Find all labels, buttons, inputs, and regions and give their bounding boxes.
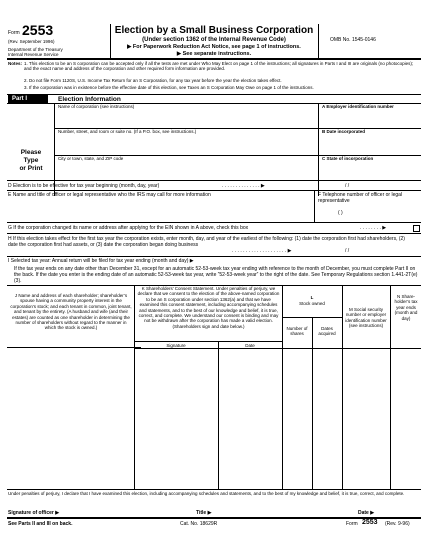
- shareholder-rows[interactable]: [8, 349, 420, 489]
- state-incorporation-label: C State of incorporation: [322, 156, 374, 161]
- column-n-header: N Share-holder’s tax year ends (month and day): [394, 294, 418, 321]
- officer-signature-field[interactable]: [72, 505, 192, 515]
- line-d-label: D Election is to be effective for tax year beginning (month, day, year): [8, 183, 160, 189]
- telephone-field[interactable]: ( ): [338, 210, 343, 216]
- date-incorporated-label: B Date incorporated: [322, 129, 366, 134]
- line-i-label: I Selected tax year: Annual return will be filed for tax year ending (month and day) ▶: [8, 258, 194, 264]
- officer-title-label: Title ▶: [196, 510, 212, 516]
- form-number: 2553: [22, 22, 54, 38]
- please-text: Please: [20, 149, 42, 156]
- column-k-header: K Shareholders’ Consent Statement. Under penalties of perjury, we declare that we consent to the election of the above-named corporation to be an S corporation under section 1362(a) and that we have examined this consent statement, including accompanying schedules and statements, and to the best of our knowledge and belief, it is true, correct, and complete. We understand our consent is binding and may not be withdrawn after the corporation has made a valid election. (Shareholders sign and date below.): [137, 286, 280, 329]
- line-d-date-field[interactable]: / /: [345, 183, 350, 189]
- column-m-header: M Social security number or employer identification number (see instructions): [345, 307, 387, 329]
- catalog-number: Cat. No. 18629R: [180, 521, 218, 527]
- form-revision: (Rev. September 1996): [8, 39, 55, 44]
- signature-header: Signature: [166, 343, 186, 348]
- omb-number: OMB No. 1545-0146: [330, 37, 376, 43]
- street-field[interactable]: [55, 135, 317, 155]
- notes-label: Notes:: [8, 61, 23, 66]
- corp-name-field[interactable]: [55, 110, 317, 128]
- stock-owned-header: Stock owned: [299, 301, 325, 306]
- contact-name-field[interactable]: [10, 199, 310, 213]
- form-subtitle: (Under section 1362 of the Internal Revenue Code): [142, 37, 286, 43]
- type-text: Type: [23, 157, 39, 164]
- officer-title-field[interactable]: [214, 505, 354, 515]
- part1-label: Part I: [12, 96, 28, 102]
- ein-field[interactable]: [319, 110, 419, 128]
- line-h-label: H If this election takes effect for the first tax year the corporation exists, enter month, day, and year of the earliest of the following: (1) date the corporation first had shareholders, (2) date the corporation first had assets, or (3) date the corporation began doing business: [8, 236, 405, 248]
- city-label: City or town, state, and ZIP code: [58, 156, 124, 161]
- line-i-instructions: If the tax year ends on any date other than December 31, except for an automatic 52-53-week tax year ending with reference to the month of December, you must complete Part II on the back. If the date you enter is the ending date of an automatic 52-53-week tax year, write “52-53-week year” to the right of the date. See Temporary Regulations section 1.441-2T(e)(3).: [14, 266, 418, 284]
- or-print-text: or Print: [19, 165, 43, 172]
- see-parts-note: See Parts II and III on back.: [8, 521, 73, 527]
- note-2: 2. Do not file Form 1120S, U.S. Income Tax Return for an S Corporation, for any tax year before the year the election takes effect.: [24, 78, 282, 83]
- line-h-date-field[interactable]: / /: [345, 248, 350, 254]
- line-h-leader: . . . . . . . . . . . . . . . . . . . . ▶: [232, 248, 292, 254]
- line-f-label: F Telephone number of officer or legal representative: [318, 192, 403, 204]
- perjury-statement: Under penalties of perjury, I declare that I have examined this election, including accompanying schedules and statements, and to the best of my knowledge and belief, it is true, correct, and complete.: [8, 491, 405, 496]
- part1-title: Election Information: [58, 96, 121, 103]
- note-1: 1. This election to be an S corporation can be accepted only if all the tests are met under Who May Elect on page 1 of the instructions; all signatures in Parts I and III are originals (no photocopies); and the exact name and address of the corporation and other required form information are provided.: [24, 61, 414, 72]
- line-e-label: E Name and title of officer or legal representative who the IRS may call for more information: [8, 192, 211, 198]
- line-d-leader: . . . . . . . . . . . . . . ▶: [222, 183, 265, 189]
- line-g-label: G If the corporation changed its name or address after applying for the EIN shown in A above, check this box: [8, 225, 249, 231]
- officer-signature-label: Signature of officer ▶: [8, 510, 60, 516]
- department: Department of the Treasury: [8, 47, 63, 52]
- tax-year-field[interactable]: [280, 258, 420, 265]
- footer-form-number: 2553: [362, 519, 378, 526]
- corp-name-label: Name of corporation (see instructions): [58, 104, 135, 109]
- ein-label: A Employer identification number: [322, 104, 394, 109]
- agency: Internal Revenue Service: [8, 52, 59, 57]
- date-incorporated-field[interactable]: [319, 135, 419, 155]
- line-g-leader: . . . . . . . . ▶: [360, 225, 387, 231]
- note-3: 3. If the corporation was in existence before the effective date of this election, see Taxes an S Corporation May Owe on page 1 of the instructions.: [24, 85, 314, 90]
- footer-form-label: Form: [346, 521, 358, 527]
- footer-revision: (Rev. 9-96): [385, 521, 410, 527]
- state-incorporation-field[interactable]: [319, 162, 419, 180]
- number-of-shares-header: Number of shares: [286, 326, 308, 337]
- see-instructions: ▶ See separate instructions.: [176, 51, 252, 57]
- officer-date-field[interactable]: [376, 505, 420, 515]
- pra-notice: ▶ For Paperwork Reduction Act Notice, see page 1 of instructions.: [127, 44, 301, 50]
- name-change-checkbox[interactable]: [413, 225, 420, 232]
- dates-acquired-header: Dates acquired: [318, 326, 336, 337]
- form-label: Form: [8, 30, 20, 36]
- part1-badge: [8, 95, 48, 103]
- column-l-letter: L: [310, 295, 314, 300]
- street-label: Number, street, and room or suite no. (If a P.O. box, see instructions.): [58, 129, 197, 134]
- column-j-header: J Name and address of each shareholder; shareholder’s spouse having a community property interest in the corporation’s stock; and each tenant in common, joint tenant, and tenant by the entirety. (A husband and wife (and their estates) are counted as one shareholder in determining the number of shareholders without regard to the manner in which the stock is owned.): [10, 293, 132, 331]
- officer-date-label: Date ▶: [358, 510, 375, 516]
- date-header: Date: [245, 343, 255, 348]
- city-field[interactable]: [55, 162, 317, 180]
- form-title: Election by a Small Business Corporation: [114, 25, 314, 36]
